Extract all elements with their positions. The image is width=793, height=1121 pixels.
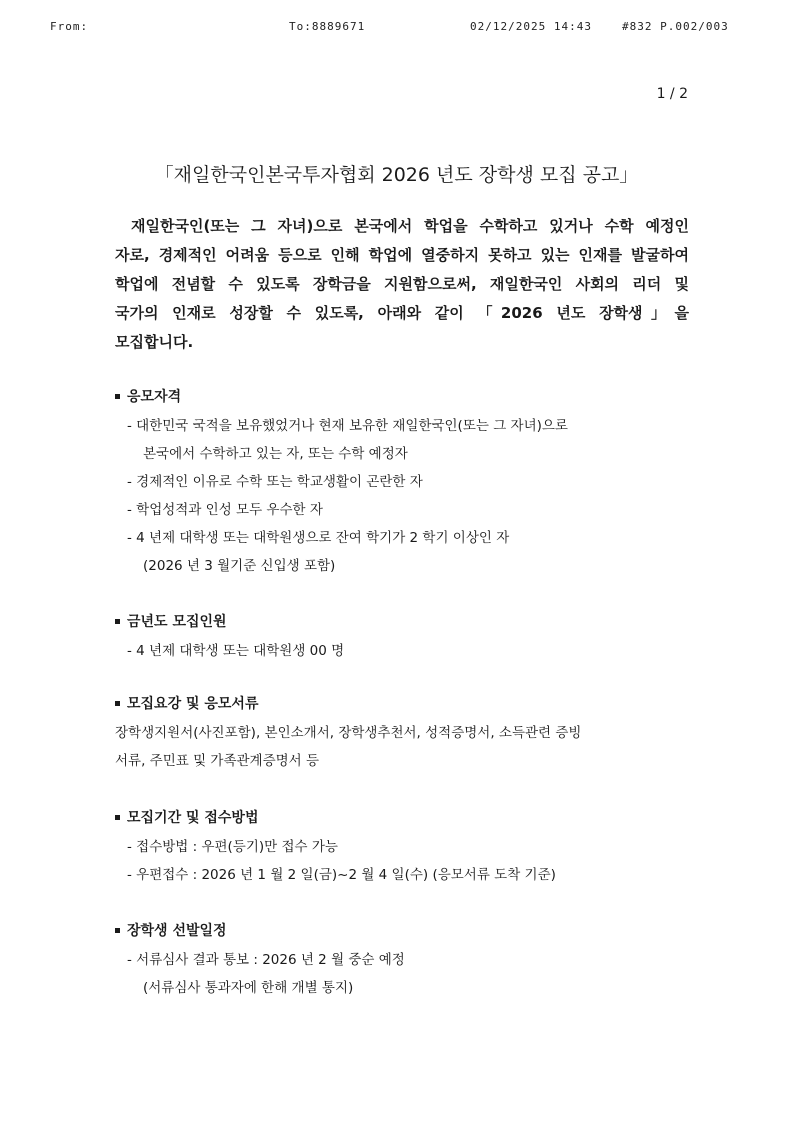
section-recruitment-count [115,611,693,665]
section-heading-text: 금년도 모집인원 [127,614,227,630]
section-heading [115,920,693,942]
list-item-continuation: (2026 년 3 월기준 신입생 포함) [143,558,336,574]
section-heading-text: 장학생 선발일정 [127,923,227,939]
list-item: - 대한민국 국적을 보유했었거나 현재 보유한 재일한국인(또는 그 자녀)으로 [127,418,568,434]
section-heading [115,611,693,633]
intro-line: 국가의 인재로 성장할 수 있도록, 아래와 같이 「2026 년도 장학생」을 [115,304,689,322]
section-heading [115,693,693,715]
section-heading [115,807,693,829]
list-item: - 4 년제 대학생 또는 대학원생으로 잔여 학기가 2 학기 이상인 자 [127,530,510,546]
bullet-icon [115,701,120,706]
list-item: - 서류심사 결과 통보 : 2026 년 2 월 중순 예정 [127,952,405,968]
list-item-continuation: (서류심사 통과자에 한해 개별 통지) [143,980,354,996]
list-item-continuation: 본국에서 수학하고 있는 자, 또는 수학 예정자 [143,446,408,462]
list-item: - 4 년제 대학생 또는 대학원생 00 명 [127,643,345,659]
fax-page-counter: #832 P.002/003 [622,20,729,33]
intro-paragraph [115,212,689,357]
list-item-continuation: 서류, 주민표 및 가족관계증명서 등 [115,753,320,769]
section-eligibility [115,386,693,580]
section-application-period [115,807,693,889]
bullet-icon [115,619,120,624]
section-heading [115,386,693,408]
fax-from: From: [50,20,89,33]
fax-to: To:8889671 [289,20,366,33]
bullet-icon [115,394,120,399]
document-title: 「재일한국인본국투자협회 2026 년도 장학생 모집 공고」 [154,164,639,186]
intro-line: 자로, 경제적인 어려움 등으로 인해 학업에 열중하지 못하고 있는 인재를 발굴하여 [115,246,689,264]
section-heading-text: 응모자격 [127,389,182,405]
section-heading-text: 모집기간 및 접수방법 [127,810,259,826]
list-item: - 경제적인 이유로 수학 또는 학교생활이 곤란한 자 [127,474,423,490]
section-required-documents [115,693,693,775]
list-item: - 학업성적과 인성 모두 우수한 자 [127,502,323,518]
intro-line: 모집합니다. [115,333,194,351]
list-item: 장학생지원서(사진포함), 본인소개서, 장학생추천서, 성적증명서, 소득관련 증빙 [115,725,582,741]
intro-line: 재일한국인(또는 그 자녀)으로 본국에서 학업을 수학하고 있거나 수학 예정인 [131,217,689,235]
section-heading-text: 모집요강 및 응모서류 [127,696,259,712]
bullet-icon [115,815,120,820]
intro-line: 학업에 전념할 수 있도록 장학금을 지원함으로써, 재일한국인 사회의 리더 및 [115,275,689,293]
page-number: 1 / 2 [656,86,688,102]
section-selection-schedule [115,920,693,1002]
list-item: - 접수방법 : 우편(등기)만 접수 가능 [127,839,338,855]
list-item: - 우편접수 : 2026 년 1 월 2 일(금)~2 월 4 일(수) (응모서류 도착 기준) [127,867,556,883]
bullet-icon [115,928,120,933]
fax-header [0,20,793,40]
fax-datetime: 02/12/2025 14:43 [470,20,592,33]
